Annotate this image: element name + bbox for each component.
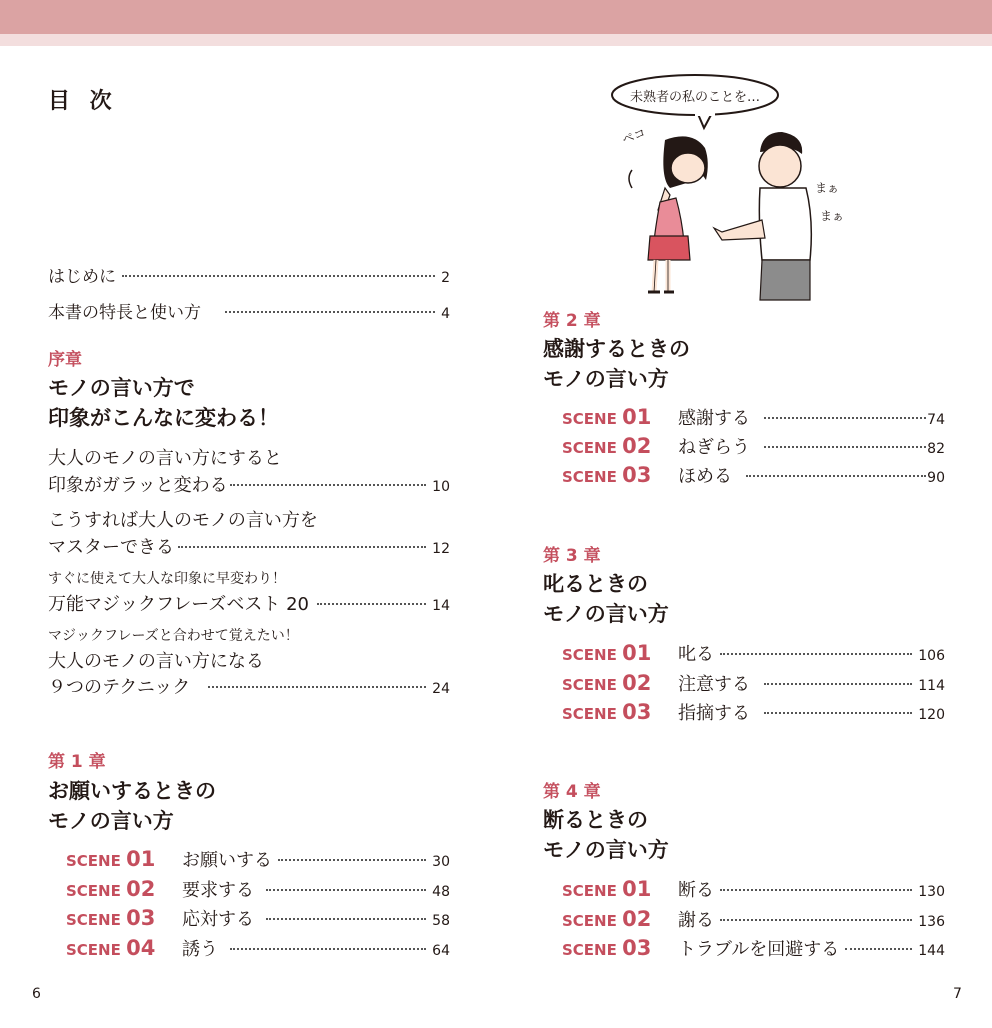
bowing-illustration (610, 70, 845, 300)
toc-row-ch1-scene1[interactable] (66, 846, 450, 870)
scene-word: SCENE (562, 941, 617, 959)
leader-dots (720, 653, 912, 655)
leader-dots (764, 683, 912, 685)
leader-dots (208, 686, 426, 688)
toc-row-label: 本書の特長と使い方 (48, 303, 201, 323)
toc-row-label: 印象がガラッと変わる (48, 475, 228, 496)
chapter4-tag: 第 4 章 (543, 782, 601, 802)
prologue-title-line1: モノの言い方で (48, 376, 195, 400)
header-bar-light (0, 34, 992, 46)
scene-tag (562, 671, 678, 695)
chapter3-title-line2: モノの言い方 (543, 602, 669, 626)
toc-row-prologue-item4[interactable] (48, 675, 450, 699)
leader-dots (178, 546, 426, 548)
toc-row-intro[interactable] (48, 262, 450, 286)
man-trousers (760, 260, 810, 300)
toc-row-ch4-scene1[interactable] (562, 876, 945, 900)
toc-row-ch3-scene2[interactable] (562, 670, 945, 694)
toc-row-ch4-scene2[interactable] (562, 906, 945, 930)
page-number-left: 6 (32, 986, 41, 1002)
scene-word: SCENE (66, 941, 121, 959)
toc-row-page: 12 (432, 541, 450, 557)
toc-row-ch3-scene1[interactable] (562, 640, 945, 664)
scene-tag (66, 847, 182, 871)
scene-number: 02 (622, 434, 652, 458)
toc-row-page: 24 (432, 681, 450, 697)
prologue-item4-line2: 大人のモノの言い方になる (48, 651, 264, 672)
chapter1-title-line1: お願いするときの (48, 779, 216, 803)
toc-row-label: お願いする (182, 850, 272, 871)
toc-row-ch4-scene3[interactable] (562, 935, 945, 959)
scene-number: 01 (126, 847, 156, 871)
toc-row-page: 136 (918, 914, 945, 930)
chapter2-title-line1: 感謝するときの (543, 337, 690, 361)
scene-number: 02 (126, 877, 156, 901)
scene-word: SCENE (562, 912, 617, 930)
scene-number: 02 (622, 907, 652, 931)
leader-dots (278, 859, 426, 861)
scene-number: 02 (622, 671, 652, 695)
sfx-maa1: まぁ (815, 181, 840, 195)
toc-row-page: 14 (432, 598, 450, 614)
chapter4-title-line1: 断るときの (543, 808, 648, 832)
scene-tag (66, 906, 182, 930)
toc-row-prologue-item2[interactable] (48, 535, 450, 559)
toc-row-prologue-item3[interactable] (48, 592, 450, 616)
woman-face (671, 153, 705, 183)
toc-row-label: 断る (678, 880, 714, 901)
scene-number: 01 (622, 641, 652, 665)
scene-word: SCENE (562, 676, 617, 694)
illustration-svg (610, 70, 845, 300)
toc-row-page: 106 (918, 648, 945, 664)
toc-row-label: 謝る (678, 910, 714, 931)
toc-row-page: 64 (432, 943, 450, 959)
woman-skirt (648, 236, 690, 260)
toc-row-page: 144 (918, 943, 945, 959)
toc-row-label: 万能マジックフレーズベスト 20 (48, 594, 310, 615)
toc-row-page: 120 (918, 707, 945, 723)
leader-dots (225, 311, 435, 313)
scene-tag (66, 877, 182, 901)
toc-row-features[interactable] (48, 298, 450, 322)
toc-row-ch1-scene3[interactable] (66, 905, 450, 929)
toc-row-page: 58 (432, 913, 450, 929)
toc-row-page: 10 (432, 479, 450, 495)
scene-tag (562, 641, 678, 665)
toc-row-label: 誘う (182, 939, 218, 960)
scene-tag (562, 877, 678, 901)
toc-row-label: 要求する (182, 880, 254, 901)
chapter1-tag: 第 1 章 (48, 752, 106, 772)
scene-word: SCENE (562, 705, 617, 723)
scene-number: 03 (622, 936, 652, 960)
chapter2-title-line2: モノの言い方 (543, 367, 669, 391)
sfx-maa2: まぁ (820, 209, 845, 223)
scene-tag (562, 700, 678, 724)
page-number-right: 7 (953, 986, 962, 1002)
toc-row-ch2-scene2[interactable] (562, 433, 945, 457)
leader-dots (720, 919, 912, 921)
toc-row-ch2-scene3[interactable] (562, 462, 945, 486)
prologue-item3-line1: すぐに使えて大人な印象に早変わり！ (48, 571, 286, 587)
prologue-tag: 序章 (48, 350, 82, 370)
scene-number: 01 (622, 877, 652, 901)
toc-row-label: 感謝する (678, 408, 750, 429)
scene-word: SCENE (562, 882, 617, 900)
prologue-item4-line1: マジックフレーズと合わせて覚えたい！ (48, 628, 299, 644)
scene-word: SCENE (66, 882, 121, 900)
speech-text: 未熟者の私のことを… (629, 90, 761, 105)
man-arm (714, 220, 765, 240)
toc-row-ch1-scene4[interactable] (66, 935, 450, 959)
prologue-title-line2: 印象がこんなに変わる！ (48, 406, 279, 430)
scene-word: SCENE (66, 852, 121, 870)
leader-dots (122, 275, 435, 277)
leader-dots (230, 948, 426, 950)
chapter2-tag: 第 2 章 (543, 311, 601, 331)
toc-row-page: 82 (927, 441, 945, 457)
scene-tag (66, 936, 182, 960)
toc-row-label: マスターできる (48, 537, 174, 558)
prologue-item2-line1: こうすれば大人のモノの言い方を (48, 510, 318, 531)
scene-tag (562, 936, 678, 960)
toc-row-label: ねぎらう (678, 437, 750, 458)
toc-row-prologue-item1[interactable] (48, 473, 450, 497)
scene-number: 03 (622, 463, 652, 487)
toc-row-label: はじめに (48, 267, 116, 287)
man-face (759, 145, 801, 187)
scene-tag (562, 463, 678, 487)
toc-row-label: ９つのテクニック (48, 677, 191, 698)
scene-word: SCENE (562, 468, 617, 486)
prologue-item1-line1: 大人のモノの言い方にすると (48, 448, 282, 469)
scene-tag (562, 434, 678, 458)
toc-row-page: 114 (918, 678, 945, 694)
toc-row-label: ほめる (678, 466, 732, 487)
toc-row-ch3-scene3[interactable] (562, 699, 945, 723)
scene-number: 03 (126, 906, 156, 930)
scene-word: SCENE (562, 646, 617, 664)
leader-dots (317, 603, 426, 605)
leader-dots (266, 918, 426, 920)
scene-word: SCENE (562, 410, 617, 428)
chapter3-title-line1: 叱るときの (543, 572, 648, 596)
header-bar (0, 0, 992, 34)
scene-number: 04 (126, 936, 156, 960)
toc-title: 目 次 (48, 89, 118, 114)
toc-row-ch1-scene2[interactable] (66, 876, 450, 900)
toc-row-label: 注意する (678, 674, 750, 695)
toc-row-page: 90 (927, 470, 945, 486)
chapter4-title-line2: モノの言い方 (543, 838, 669, 862)
scene-word: SCENE (66, 911, 121, 929)
leader-dots (746, 475, 926, 477)
scene-tag (562, 907, 678, 931)
toc-row-label: 指摘する (678, 703, 750, 724)
leader-dots (230, 484, 427, 486)
scene-number: 01 (622, 405, 652, 429)
leader-dots (720, 889, 912, 891)
leader-dots (764, 417, 926, 419)
toc-row-page: 130 (918, 884, 945, 900)
toc-row-label: 応対する (182, 909, 254, 930)
leader-dots (764, 446, 926, 448)
scene-tag (562, 405, 678, 429)
sfx-peko: ペコ (620, 125, 648, 147)
toc-row-label: トラブルを回避する (678, 939, 840, 960)
toc-row-page: 2 (441, 270, 450, 286)
leader-dots (845, 948, 912, 950)
man-shirt (759, 188, 811, 260)
leader-dots (266, 889, 426, 891)
scene-number: 03 (622, 700, 652, 724)
chapter1-title-line2: モノの言い方 (48, 809, 174, 833)
leader-dots (764, 712, 912, 714)
toc-row-page: 48 (432, 884, 450, 900)
toc-row-ch2-scene1[interactable] (562, 404, 945, 428)
chapter3-tag: 第 3 章 (543, 546, 601, 566)
toc-row-label: 叱る (678, 644, 714, 665)
toc-row-page: 74 (927, 412, 945, 428)
toc-row-page: 30 (432, 854, 450, 870)
scene-word: SCENE (562, 439, 617, 457)
toc-row-page: 4 (441, 306, 450, 322)
